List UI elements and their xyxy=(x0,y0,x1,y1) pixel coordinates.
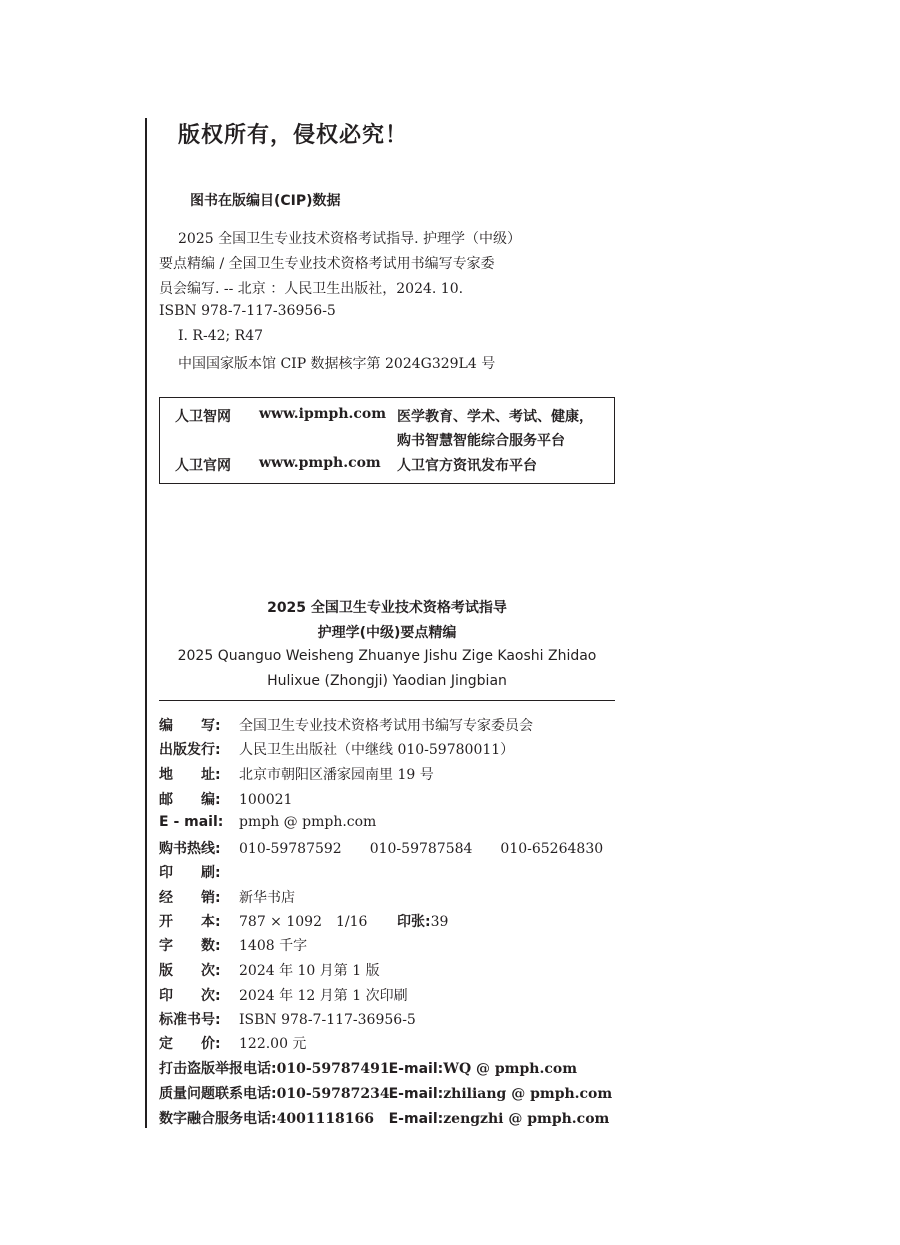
cip-heading: 图书在版编目(CIP)数据 xyxy=(190,193,341,209)
isbn-label: 标准书号: xyxy=(159,1012,221,1028)
cip-line: 中国国家版本馆 CIP 数据核字第 2024G329L4 号 xyxy=(178,356,496,372)
margin-rule xyxy=(145,118,147,1128)
zhiwang-url[interactable]: www.ipmph.com xyxy=(259,406,387,422)
website-box xyxy=(159,397,615,484)
postcode-label: 邮 编: xyxy=(159,792,221,808)
print-label: 印 刷: xyxy=(159,865,221,881)
colophon-row xyxy=(159,960,380,982)
colophon-row xyxy=(159,1009,416,1031)
editor-label: 编 写: xyxy=(159,718,221,734)
colophon-row xyxy=(159,814,376,836)
email-label: E - mail: xyxy=(159,814,224,830)
colophon-row xyxy=(159,985,408,1007)
colophon-row xyxy=(159,935,307,957)
impression-value: 2024 年 12 月第 1 次印刷 xyxy=(239,988,408,1004)
address-value: 北京市朝阳区潘家园南里 19 号 xyxy=(239,767,434,783)
contact-label: 质量问题联系电话: xyxy=(159,1086,277,1102)
contact-email[interactable]: zengzhi @ pmph.com xyxy=(443,1111,610,1127)
zhiwang-desc: 购书智慧智能综合服务平台 xyxy=(397,433,565,449)
guanwang-url[interactable]: www.pmph.com xyxy=(259,455,381,471)
guanwang-label: 人卫官网 xyxy=(175,458,231,474)
distributor-label: 经 销: xyxy=(159,890,221,906)
sheets-value: 39 xyxy=(430,914,449,930)
zhiwang-label: 人卫智网 xyxy=(175,409,231,425)
contact-label: 打击盗版举报电话: xyxy=(159,1061,277,1077)
book-title-pinyin: 2025 Quanguo Weisheng Zhuanye Jishu Zige Kaoshi Zhidao xyxy=(177,648,597,664)
isbn-value: ISBN 978-7-117-36956-5 xyxy=(239,1012,416,1028)
postcode-value: 100021 xyxy=(239,792,293,808)
words-label: 字 数: xyxy=(159,938,221,954)
contact-row xyxy=(159,1083,612,1105)
cip-line: ISBN 978-7-117-36956-5 xyxy=(159,303,336,319)
editor-value: 全国卫生专业技术资格考试用书编写专家委员会 xyxy=(239,718,533,734)
price-label: 定 价: xyxy=(159,1036,221,1052)
price-value: 122.00 元 xyxy=(239,1036,307,1052)
words-value: 1408 千字 xyxy=(239,938,308,954)
contact-row xyxy=(159,1058,577,1080)
address-label: 地 址: xyxy=(159,767,221,783)
contact-email-label: E-mail: xyxy=(388,1086,444,1102)
contact-email-label: E-mail: xyxy=(388,1111,444,1127)
colophon-row xyxy=(159,838,603,860)
cip-line: Ⅰ. R-42; R47 xyxy=(178,328,264,344)
book-subtitle-cn: 护理学(中级)要点精编 xyxy=(317,625,457,641)
copyright-notice: 版权所有，侵权必究！ xyxy=(178,123,409,148)
contact-label: 数字融合服务电话: xyxy=(159,1111,277,1127)
hotline-value: 010-59787592 010-59787584 010-65264830 xyxy=(239,841,604,857)
cip-line: 2025 全国卫生专业技术资格考试指导. 护理学（中级） xyxy=(178,231,521,247)
contact-row xyxy=(159,1108,609,1130)
zhiwang-desc: 医学教育、学术、考试、健康， xyxy=(397,409,593,425)
book-title-cn: 2025 全国卫生专业技术资格考试指导 xyxy=(267,600,507,616)
colophon-row xyxy=(159,739,514,761)
colophon-row xyxy=(159,911,448,933)
colophon-row xyxy=(159,862,239,884)
publisher-value: 人民卫生出版社（中继线 010-59780011） xyxy=(239,742,515,758)
sheets-label: 印张: xyxy=(397,914,431,930)
colophon-row xyxy=(159,764,434,786)
colophon-row xyxy=(159,887,295,909)
format-value: 787 × 1092 1/16 xyxy=(239,914,368,930)
edition-value: 2024 年 10 月第 1 版 xyxy=(239,963,380,979)
colophon-row xyxy=(159,789,292,811)
impression-label: 印 次: xyxy=(159,988,221,1004)
contact-phone: 010-59787234 xyxy=(276,1086,390,1102)
publisher-label: 出版发行: xyxy=(159,742,221,758)
edition-label: 版 次: xyxy=(159,963,221,979)
contact-email-label: E-mail: xyxy=(388,1061,444,1077)
format-label: 开 本: xyxy=(159,914,221,930)
title-divider xyxy=(159,700,615,701)
cip-line: 员会编写. -- 北京 ：人民卫生出版社，2024. 10. xyxy=(159,281,464,297)
contact-email[interactable]: zhiliang @ pmph.com xyxy=(443,1086,613,1102)
contact-phone: 4001118166 xyxy=(276,1111,375,1127)
colophon-row xyxy=(159,1033,306,1055)
hotline-label: 购书热线: xyxy=(159,841,221,857)
cip-line: 要点精编 / 全国卫生专业技术资格考试用书编写专家委 xyxy=(159,256,495,272)
contact-phone: 010-59787491 xyxy=(276,1061,390,1077)
guanwang-desc: 人卫官方资讯发布平台 xyxy=(397,458,537,474)
email-value[interactable]: pmph @ pmph.com xyxy=(239,814,377,830)
book-subtitle-pinyin: Hulixue (Zhongji) Yaodian Jingbian xyxy=(267,673,507,689)
contact-email[interactable]: WQ @ pmph.com xyxy=(443,1061,578,1077)
distributor-value: 新华书店 xyxy=(239,890,295,906)
colophon-row xyxy=(159,715,533,737)
